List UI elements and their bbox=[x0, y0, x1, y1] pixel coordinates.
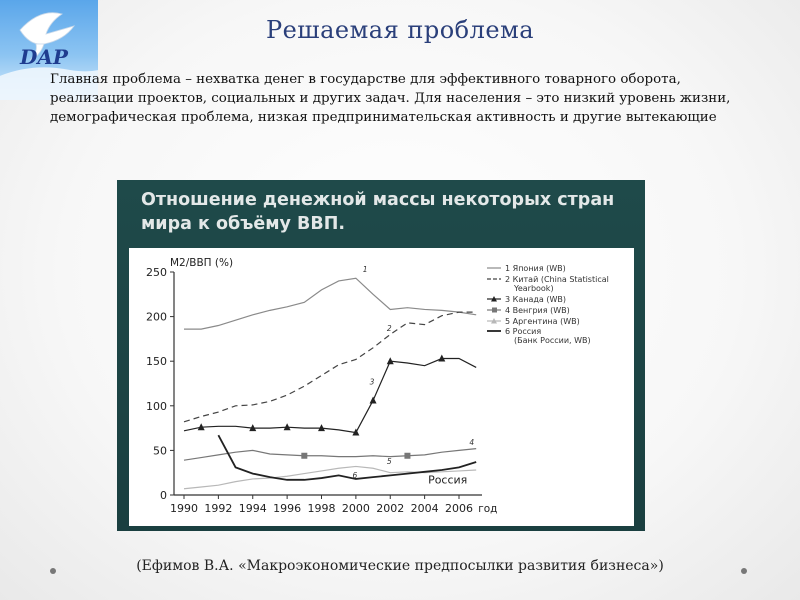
legend-label: 2 Китай (China Statistical bbox=[505, 275, 609, 284]
legend-label-cont: (Банк России, WB) bbox=[514, 336, 591, 345]
legend-label-cont: Yearbook) bbox=[514, 284, 554, 293]
x-tick-label: 1998 bbox=[307, 502, 336, 515]
y-tick-label: 0 bbox=[160, 489, 167, 502]
curve-number-label: 1 bbox=[362, 265, 368, 274]
x-tick-label: 1992 bbox=[204, 502, 233, 515]
plot-background bbox=[129, 248, 634, 526]
x-tick-label: 1994 bbox=[238, 502, 267, 515]
chart-panel bbox=[117, 180, 645, 531]
x-axis-label: год bbox=[478, 503, 498, 515]
curve-number-label: 4 bbox=[469, 438, 475, 448]
legend-label: 4 Венгрия (WB) bbox=[505, 306, 570, 315]
curve-number-label: 2 bbox=[386, 323, 392, 333]
legend-label: 6 Россия bbox=[505, 327, 542, 336]
x-tick-label: 2000 bbox=[341, 502, 370, 515]
legend-label: 3 Канада (WB) bbox=[505, 295, 566, 304]
x-tick-label: 2002 bbox=[376, 502, 405, 515]
svg-text:DAP: DAP bbox=[20, 45, 68, 69]
y-tick-label: 250 bbox=[146, 266, 167, 279]
line-chart bbox=[129, 248, 634, 526]
russia-label: Россия bbox=[428, 473, 468, 487]
y-axis-label: M2/ВВП (%) bbox=[170, 257, 234, 269]
data-point-4 bbox=[301, 453, 307, 459]
x-tick-label: 1990 bbox=[170, 502, 198, 515]
y-tick-label: 200 bbox=[146, 310, 167, 324]
source-caption: (Ефимов В.А. «Макроэкономические предпосылки развития бизнеса») bbox=[136, 558, 664, 574]
curve-number-label: 6 bbox=[352, 471, 358, 481]
legend-label: 1 Япония (WB) bbox=[505, 264, 566, 273]
data-point-4 bbox=[404, 453, 410, 459]
x-tick-label: 1996 bbox=[273, 502, 302, 515]
x-tick-label: 2004 bbox=[410, 502, 439, 515]
y-tick-label: 150 bbox=[146, 355, 167, 369]
curve-number-label: 3 bbox=[369, 377, 375, 387]
nav-dot-right bbox=[741, 568, 747, 574]
nav-dot-left bbox=[50, 568, 56, 574]
chart-title: Отношение денежной массы некоторых стран мира к объёму ВВП. bbox=[141, 190, 615, 234]
intro-text: Главная проблема – нехватка денег в государстве для эффективного товарного оборота, реализации проектов, социальных и других задач. Для населения – это низкий уровень жизни, демографическая проблема, низкая предпринимательская активность и другие вытекающие bbox=[50, 72, 731, 125]
curve-number-label: 5 bbox=[386, 456, 392, 466]
y-tick-label: 100 bbox=[146, 399, 167, 413]
page-title: Решаемая проблема bbox=[265, 16, 535, 44]
y-tick-label: 50 bbox=[153, 444, 167, 458]
legend-marker bbox=[492, 308, 497, 313]
legend-label: 5 Аргентина (WB) bbox=[505, 317, 580, 326]
x-tick-label: 2006 bbox=[445, 502, 473, 515]
